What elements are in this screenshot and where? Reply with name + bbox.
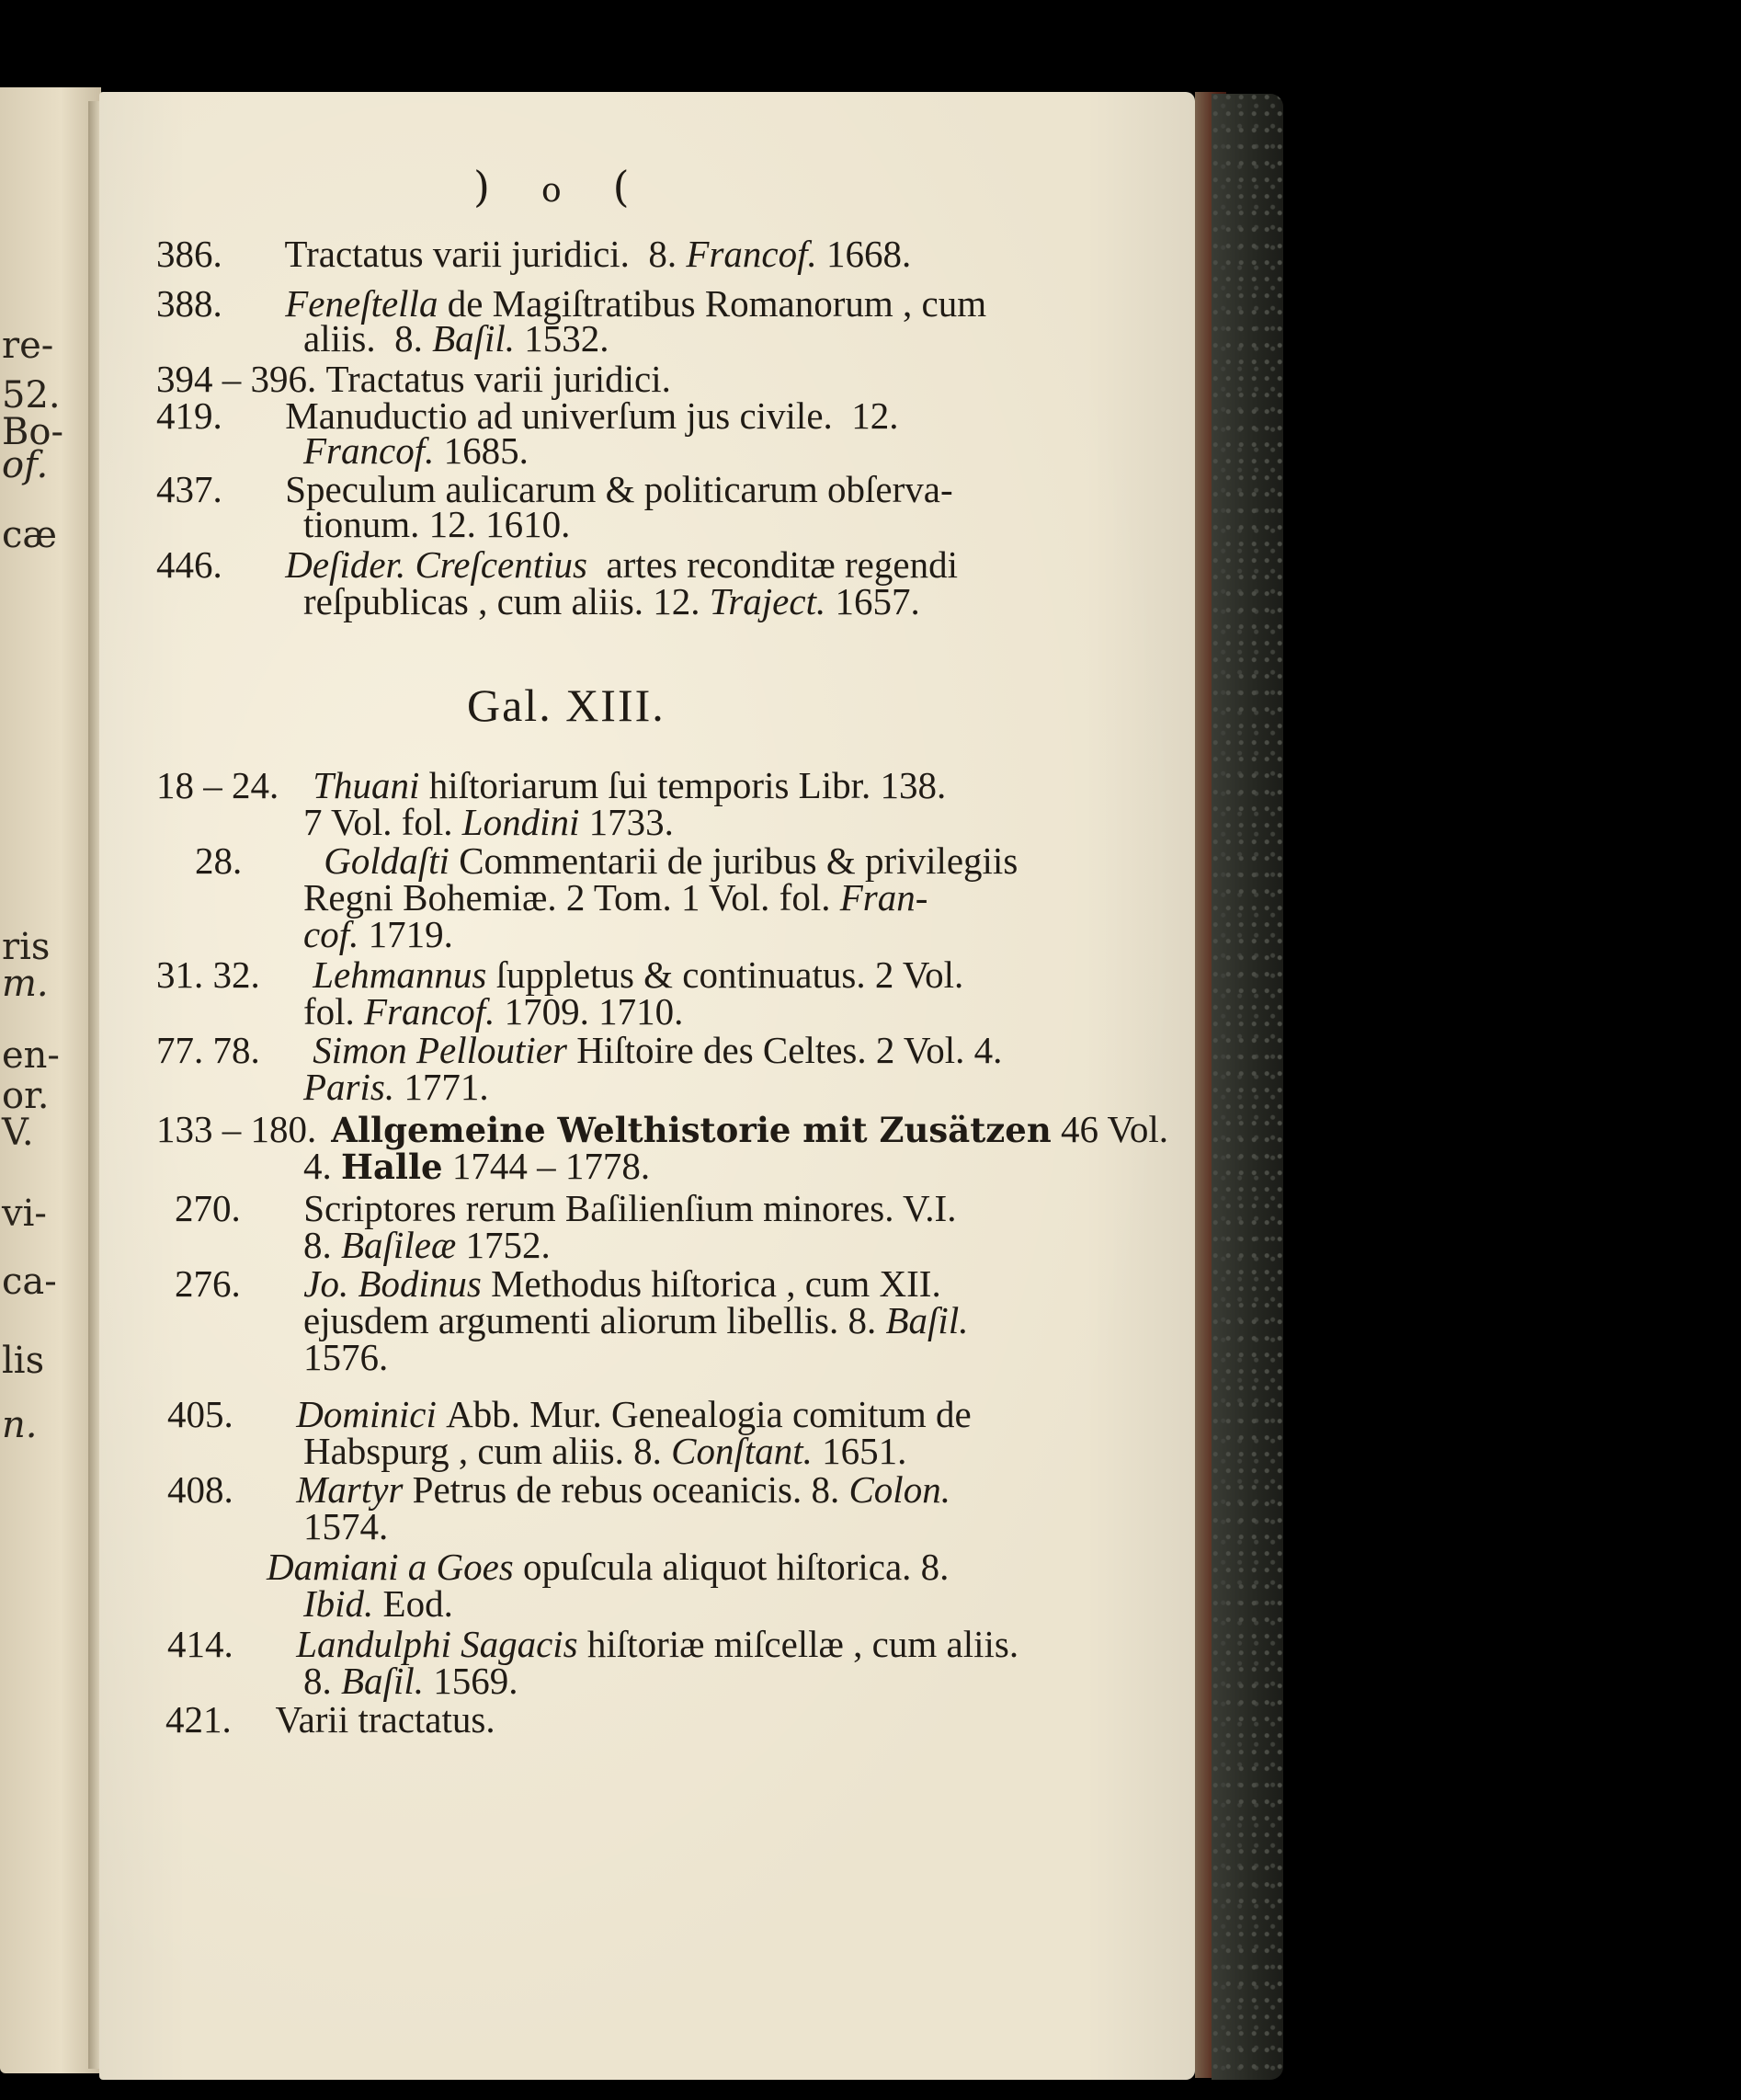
entry-author: Damiani a Goes — [267, 1546, 514, 1588]
entry-place: Halle — [341, 1147, 443, 1187]
entry-format: 12. — [851, 394, 899, 437]
entry-continuation — [303, 800, 674, 844]
entry-author: Landulphi Sagacis — [296, 1623, 578, 1665]
left-page-fragment: en- — [2, 1034, 60, 1077]
entry-format: 4. — [303, 1145, 332, 1187]
entry-title: Commentarii de juribus & privilegiis — [459, 839, 1018, 882]
entry-text: reſpublicas , cum aliis. 12. — [303, 580, 700, 622]
left-page-fragment: Bo- — [2, 411, 63, 453]
entry-place: Francof. — [686, 233, 817, 275]
entry-place: Baſileæ — [341, 1224, 457, 1266]
left-facing-page — [0, 87, 101, 2073]
catalog-entry — [156, 232, 911, 276]
entry-year: 1719. — [368, 913, 453, 955]
entry-year: 1574. — [303, 1505, 389, 1547]
entry-title: Allgemeine Welthistorie mit Zusätzen — [331, 1110, 1052, 1150]
entry-text: aliis. — [303, 317, 376, 360]
entry-continuation — [303, 1144, 650, 1188]
entry-format: 8. — [303, 1660, 332, 1702]
entry-number: 133 – 180. — [156, 1108, 317, 1150]
left-page-fragment: m. — [2, 963, 49, 1005]
entry-title: Petrus de rebus oceanicis. 8. — [412, 1468, 840, 1511]
left-page-fragment: cæ — [2, 514, 57, 556]
entry-place: Londini — [461, 801, 580, 843]
entry-title: Abb. Mur. Genealogia comitum de — [446, 1393, 972, 1435]
entry-number: 437. — [156, 468, 222, 510]
catalog-entry — [156, 1697, 495, 1741]
catalog-entry — [156, 1028, 1002, 1072]
entry-text: ejusdem argumenti aliorum libellis. — [303, 1299, 839, 1341]
header-mark-left: ) — [473, 162, 490, 211]
entry-year: 1733. — [588, 801, 674, 843]
entry-volumes: 46 Vol. — [1061, 1108, 1168, 1150]
entry-continuation — [303, 428, 529, 473]
entry-format: 8. — [394, 317, 423, 360]
entry-number: 394 – 396. — [156, 358, 317, 400]
entry-place: Colon. — [848, 1468, 950, 1511]
entry-continuation — [303, 1298, 968, 1342]
entry-title: Varii tractatus. — [275, 1698, 495, 1740]
entry-continuation — [303, 1429, 906, 1473]
entry-place: Conſtant. — [671, 1430, 813, 1472]
entry-year: 1576. — [303, 1336, 389, 1378]
entry-author: Feneſtella — [285, 282, 438, 325]
left-page-fragment: re- — [2, 325, 54, 367]
entry-number: 386. — [156, 233, 222, 275]
entry-number: 18 – 24. — [156, 764, 279, 806]
entry-text: 7 Vol. fol. — [303, 801, 453, 843]
left-page-fragment: V. — [2, 1112, 34, 1154]
entry-place: Baſil. — [885, 1299, 969, 1341]
entry-author: Deſider. Creſcentius — [285, 543, 587, 586]
entry-format: 8. — [648, 233, 677, 275]
entry-continuation — [303, 1504, 388, 1548]
entry-number: 414. — [167, 1623, 233, 1665]
entry-title: ſuppletus & continuatus. 2 Vol. — [495, 953, 964, 996]
entry-year: 1744 – 1778. — [451, 1145, 651, 1187]
entry-text: tionum. 12. 1610. — [303, 503, 571, 545]
entry-number: 419. — [156, 394, 222, 437]
entry-title: hiſtoriæ miſcellæ , cum aliis. — [586, 1623, 1019, 1665]
entry-continuation — [303, 579, 920, 623]
entry-year: 1651. — [822, 1430, 907, 1472]
entry-place: Fran- — [839, 876, 928, 919]
entry-title: hiſtoriarum ſui temporis Libr. 138. — [428, 764, 947, 806]
entry-place: Baſil. — [341, 1660, 424, 1702]
entry-author: Thuani — [313, 764, 420, 806]
entry-number: 421. — [165, 1698, 232, 1740]
header-mark-right: ( — [612, 162, 630, 211]
entry-place: Ibid. — [303, 1582, 374, 1625]
entry-continuation — [303, 1065, 489, 1109]
book-cover-edge — [1212, 94, 1283, 2080]
entry-place: Baſil. — [432, 317, 516, 360]
entry-continuation — [303, 316, 609, 360]
entry-title: Speculum aulicarum & politicarum obſerva- — [285, 468, 953, 510]
entry-author: Simon Pelloutier — [313, 1029, 567, 1071]
entry-number: 446. — [156, 543, 222, 586]
left-page-fragment: lis — [2, 1340, 45, 1382]
left-page-fragment: vi- — [2, 1193, 47, 1235]
entry-place: Traject. — [709, 580, 826, 622]
entry-text: Regni Bohemiæ. 2 Tom. 1 Vol. fol. — [303, 876, 831, 919]
entry-continuation — [303, 502, 570, 546]
entry-title: Manuductio ad univerſum jus civile. — [285, 394, 833, 437]
entry-year: 1771. — [404, 1066, 489, 1108]
entry-title: Hiſtoire des Celtes. 2 Vol. 4. — [576, 1029, 1003, 1071]
entry-number: 270. — [175, 1187, 241, 1229]
entry-author: Jo. Bodinus — [303, 1262, 482, 1305]
page-header-ornament — [473, 162, 630, 211]
entry-year: 1532. — [524, 317, 609, 360]
entry-title: Methodus hiſtorica , cum XII. — [491, 1262, 941, 1305]
entry-text: fol. — [303, 990, 355, 1033]
entry-author: Lehmannus — [313, 953, 487, 996]
header-mark-center: o — [541, 172, 562, 210]
catalog-entry — [156, 1622, 1018, 1666]
shelf-heading: Gal. XIII. — [467, 679, 666, 731]
entry-title: Scriptores rerum Baſilienſium minores. V.I. — [303, 1187, 957, 1229]
catalog-entry — [156, 1467, 950, 1512]
entry-place: Francof. — [303, 429, 435, 472]
entry-year: 1685. — [443, 429, 529, 472]
entry-title: opuſcula aliquot hiſtorica. 8. — [523, 1546, 950, 1588]
entry-author: Dominici — [296, 1393, 437, 1435]
left-page-fragment: ca- — [2, 1261, 57, 1303]
entry-continuation — [303, 1223, 551, 1267]
entry-text: Eod. — [382, 1582, 453, 1625]
entry-number: 77. 78. — [156, 1029, 260, 1071]
entry-year: 1752. — [465, 1224, 551, 1266]
catalog-entry — [156, 1186, 956, 1230]
entry-title: Tractatus varii juridici. — [325, 358, 671, 400]
entry-number: 408. — [167, 1468, 233, 1511]
entry-year: 1657. — [835, 580, 920, 622]
left-page-fragment: 52. — [2, 374, 61, 417]
entry-number: 276. — [175, 1262, 241, 1305]
entry-format: 8. — [848, 1299, 877, 1341]
left-page-fragment: of. — [2, 444, 49, 486]
entry-number: 388. — [156, 282, 222, 325]
entry-title: Tractatus varii juridici. — [284, 233, 630, 275]
entry-place: Francof. — [364, 990, 495, 1033]
entry-author: Goldaſti — [324, 839, 449, 882]
entry-title: de Magiſtratibus Romanorum , cum — [447, 282, 987, 325]
entry-number: 405. — [167, 1393, 233, 1435]
entry-year: 1668. — [826, 233, 912, 275]
entry-year: 1709. 1710. — [504, 990, 684, 1033]
entry-text: Habspurg , cum aliis. 8. — [303, 1430, 662, 1472]
entry-format: 8. — [303, 1224, 332, 1266]
entry-number: 28. — [195, 839, 243, 882]
entry-continuation — [303, 912, 453, 956]
entry-year: 1569. — [433, 1660, 518, 1702]
entry-continuation — [303, 1335, 388, 1379]
entry-title: artes reconditæ regendi — [606, 543, 958, 586]
entry-number: 31. 32. — [156, 953, 260, 996]
entry-author: Martyr — [296, 1468, 404, 1511]
entry-continuation — [303, 1581, 453, 1626]
left-page-fragment: ris — [2, 926, 51, 968]
entry-place: cof. — [303, 913, 359, 955]
left-page-fragment: or. — [2, 1075, 50, 1117]
left-page-fragment: n. — [2, 1404, 38, 1446]
entry-continuation — [303, 1659, 518, 1703]
entry-continuation — [303, 989, 683, 1033]
entry-place: Paris. — [303, 1066, 395, 1108]
